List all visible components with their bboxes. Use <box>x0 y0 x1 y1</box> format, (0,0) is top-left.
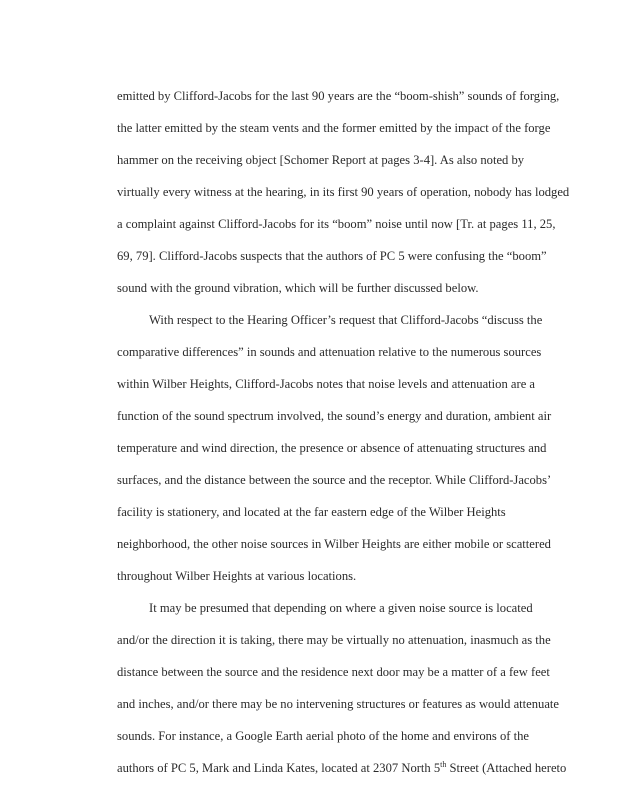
text-line: and inches, and/or there may be no intervening structures or features as would attenuate <box>117 697 560 711</box>
text-run: authors of PC 5, Mark and Linda Kates, located at 2307 North 5 <box>117 761 441 775</box>
text-line: distance between the source and the residence next door may be a matter of a few feet <box>117 665 550 679</box>
text-line: sound with the ground vibration, which will be further discussed below. <box>117 281 479 295</box>
text-line: a complaint against Clifford-Jacobs for its “boom” noise until now [Tr. at pages 11, 25, <box>117 217 556 231</box>
text-line: emitted by Clifford-Jacobs for the last 90 years are the “boom-shish” sounds of forging, <box>117 89 560 103</box>
ordinal-superscript: th <box>440 760 447 769</box>
text-line: It may be presumed that depending on where a given noise source is located <box>149 601 533 615</box>
text-line: surfaces, and the distance between the source and the receptor. While Clifford-Jacobs’ <box>117 473 552 487</box>
text-line: With respect to the Hearing Officer’s request that Clifford-Jacobs “discuss the <box>149 313 543 327</box>
text-line: the latter emitted by the steam vents and the former emitted by the impact of the forge <box>117 121 551 135</box>
text-line: neighborhood, the other noise sources in Wilber Heights are either mobile or scattered <box>117 537 551 551</box>
text-line: function of the sound spectrum involved, the sound’s energy and duration, ambient air <box>117 409 552 423</box>
text-line: facility is stationery, and located at the far eastern edge of the Wilber Heights <box>117 505 506 519</box>
text-line <box>117 761 566 775</box>
text-line: 69, 79]. Clifford-Jacobs suspects that the authors of PC 5 were confusing the “boom” <box>117 249 547 263</box>
text-line: comparative differences” in sounds and attenuation relative to the numerous sources <box>117 345 542 359</box>
text-line: throughout Wilber Heights at various locations. <box>117 569 357 583</box>
text-line: virtually every witness at the hearing, in its first 90 years of operation, nobody has lodged <box>117 185 570 199</box>
text-line: hammer on the receiving object [Schomer Report at pages 3-4]. As also noted by <box>117 153 525 167</box>
text-run: Street (Attached hereto <box>446 761 567 775</box>
text-line: temperature and wind direction, the presence or absence of attenuating structures and <box>117 441 547 455</box>
text-line: and/or the direction it is taking, there may be virtually no attenuation, inasmuch as the <box>117 633 551 647</box>
text-line: sounds. For instance, a Google Earth aerial photo of the home and environs of the <box>117 729 529 743</box>
text-line: within Wilber Heights, Clifford-Jacobs notes that noise levels and attenuation are a <box>117 377 536 391</box>
